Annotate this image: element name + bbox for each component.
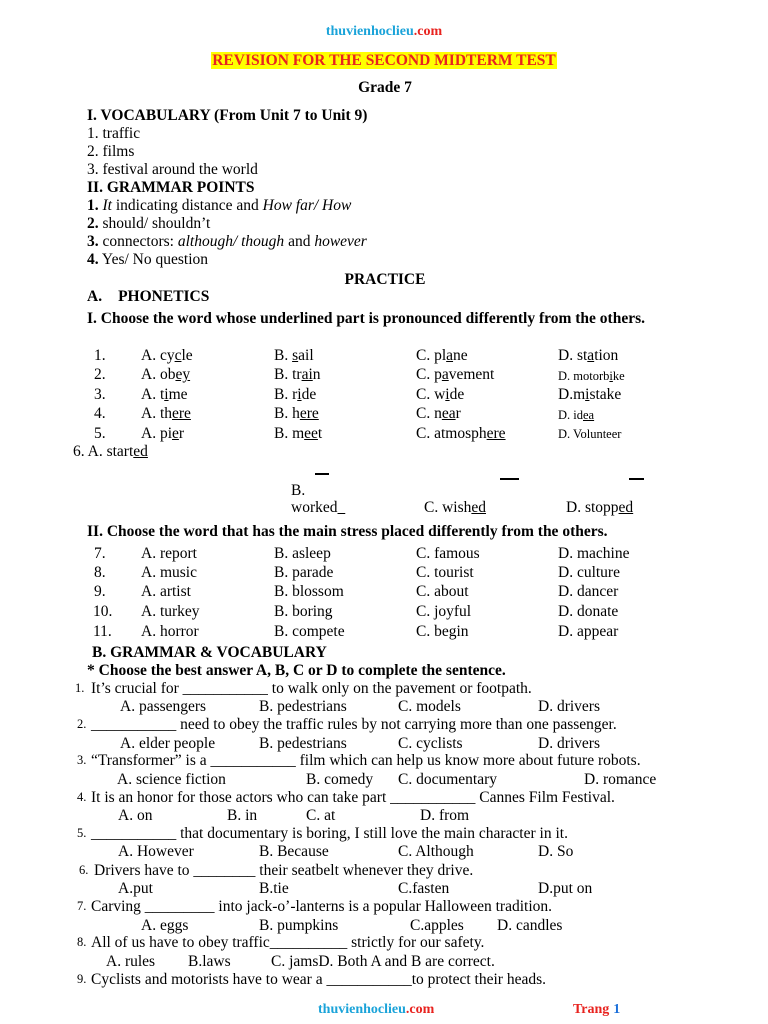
answer-option: B. boring [274,603,333,620]
phonetics-row-6-b [291,499,345,517]
site-domain: .com [405,1002,435,1017]
option-underlined: ere [299,405,319,422]
option-text: t [317,425,323,442]
answer-option [274,386,316,404]
page-num: 1 [613,1002,621,1017]
option-text: B. r [274,386,298,403]
phonetics-heading [87,288,209,306]
option-underlined: ee [304,425,318,442]
question-number: 3. [94,386,106,403]
phonetics-question-heading: I. Choose the word whose underlined part is pronounced differently from the others. [87,310,646,327]
answer-option [141,366,190,384]
option-text: le [181,347,193,364]
answer-option: B. pedestrians [259,735,347,752]
answer-option: C. at [306,807,336,824]
point-emphasis: although/ though [177,233,285,250]
option-underlined: ea [583,408,595,422]
question-number: 10. [93,603,113,620]
option-underlined: e [172,425,179,442]
answer-option: B. in [227,807,258,824]
answer-option: A. eggs [141,917,189,934]
option-text: D. stopp [566,499,619,516]
practice-heading: PRACTICE [344,271,426,288]
site-name: thuvienhoclieu [318,1002,406,1017]
option-underlined: ey [175,366,191,383]
answer-option: D. appear [558,623,619,640]
option-text: de [301,386,317,403]
answer-option: A. turkey [141,603,200,620]
option-text: C. w [416,386,446,403]
answer-option [416,425,506,443]
point-emphasis: How far/ How [262,197,352,214]
question-number: 8. [77,935,87,949]
stress-question-heading: II. Choose the word that has the main stress placed differently from the others. [87,523,608,540]
answer-option: A. passengers [120,698,207,715]
question-number: 9. [77,972,87,986]
option-text: stake [589,386,622,403]
option-text: B. m [274,425,305,442]
option-text: D. Volunteer [558,427,622,441]
answer-option: B. parade [274,564,334,581]
option-text: C. n [416,405,442,422]
point-number: 3. [87,233,99,250]
answer-option: A. science fiction [117,771,226,788]
question-text: Drivers have to ________ their seatbelt whenever they drive. [94,862,474,879]
answer-option: D. drivers [538,735,600,752]
question-number: 7. [77,899,87,913]
option-underlined: i [297,386,302,403]
answer-option: B. Because [259,843,329,860]
answer-option [141,405,191,423]
question-number: 11. [93,623,112,640]
answer-option: B.laws [188,953,231,970]
answer-option [558,427,621,442]
option-underlined: ed [618,499,634,516]
option-underlined: ere [172,405,191,422]
option-underlined: i [164,386,169,403]
point-text: Yes/ No question [98,251,209,268]
answer-option [141,386,188,404]
question-text: Carving _________ into jack-o’-lanterns is a popular Halloween tradition. [91,898,553,915]
option-text: C. wish [424,499,472,516]
answer-option [141,347,193,365]
answer-option: C. documentary [398,771,498,788]
answer-option: A. horror [141,623,199,640]
option-text: A. cy [141,347,175,364]
answer-option: D. So [538,843,574,860]
grade-label: Grade 7 [358,79,412,96]
answer-option: B. compete [274,623,345,640]
answer-option: D. donate [558,603,619,620]
answer-option: B. pedestrians [259,698,347,715]
point-number: 1. [87,197,99,214]
answer-option: A. music [141,564,197,581]
point-text: indicating distance and [111,197,263,214]
option-text: D.m [558,386,586,403]
question-text: “Transformer” is a ___________ film which can help us know more about future robots. [91,752,641,769]
underline-mark [500,478,519,480]
answer-option: A. elder people [120,735,216,752]
answer-option: C. tourist [416,564,474,581]
option-text: ke [612,369,625,383]
answer-option [416,347,468,365]
answer-option: D. machine [558,545,630,562]
doc-title: REVISION FOR THE SECOND MIDTERM TEST [212,52,556,69]
point-text: should/ shouldn’t [98,215,211,232]
answer-option: D. from [420,807,470,824]
option-text: A. th [141,405,172,422]
answer-option [558,347,618,365]
vocab-item: 1. traffic [87,125,141,142]
option-text: me [168,386,188,403]
option-text: C. pl [416,347,447,364]
option-text: ail [298,347,314,364]
site-name: thuvienhoclieu [325,24,414,39]
answer-option [274,347,314,365]
option-underlined: a [441,366,449,383]
option-text: de [449,386,465,403]
point-text: connectors: [98,233,178,250]
question-number: 1. [94,347,106,364]
option-text: worked [291,499,338,516]
phonetics-row-6-a [73,443,148,461]
option-text: D. st [558,347,588,364]
option-text: A. t [141,386,165,403]
question-number: 2. [94,366,106,383]
question-number: 4. [77,790,87,804]
section-label: PHONETICS [118,288,210,305]
phonetics-row-6-b-label: B. [291,482,306,499]
vocab-item: 2. films [87,143,135,160]
option-text: D. id [558,408,583,422]
question-number: 9. [94,583,106,600]
vocab-item: 3. festival around the world [87,161,258,178]
point-emphasis: It [102,197,112,214]
question-text: ___________ need to obey the traffic rules by not carrying more than one passenger. [91,716,617,733]
option-text: D. motorb [558,369,610,383]
answer-option: A. artist [141,583,191,600]
option-underlined: ai [301,366,313,383]
question-number: 8. [94,564,106,581]
option-underlined: i [609,369,613,383]
question-number: 5. [77,826,87,840]
option-text: B. [274,347,293,364]
option-underlined: ere [486,425,506,442]
option-text: vement [448,366,495,383]
answer-option [558,408,594,423]
question-text: It is an honor for those actors who can take part ___________ Cannes Film Festival. [91,789,615,806]
point-text: and [284,233,315,250]
option-text: r [455,405,461,422]
answer-option: A. However [118,843,194,860]
answer-option: C. cyclists [398,735,463,752]
option-underlined: a [446,347,454,364]
answer-option: D. candles [497,917,563,934]
option-text: C. atmosph [416,425,487,442]
option-text: 6. A. start [73,443,134,460]
answer-option: C. joyful [416,603,472,620]
doc-title-wrap [0,52,768,70]
grammar-heading: II. GRAMMAR POINTS [87,179,255,196]
answer-option [416,366,494,384]
option-text: r [178,425,185,442]
option-underlined [338,499,346,516]
grammar-point-2 [87,215,210,233]
option-underlined: ea [441,405,456,422]
answer-option: B. pumpkins [259,917,339,934]
phonetics-row-6-c [424,499,486,517]
grammar-point-3 [87,233,367,251]
question-text: ___________ that documentary is boring, I still love the main character in it. [91,825,568,842]
site-header [0,22,768,40]
choose-heading: * Choose the best answer A, B, C or D to complete the sentence. [87,662,506,679]
option-text: B. h [274,405,300,422]
section-b-heading: B. GRAMMAR & VOCABULARY [92,644,327,661]
option-text: ne [453,347,468,364]
answer-option: D. drivers [538,698,600,715]
question-number: 6. [79,863,89,877]
grammar-point-1 [87,197,351,215]
answer-option: C.apples [410,917,464,934]
answer-option [274,405,319,423]
answer-option: A.put [118,880,153,897]
answer-option [558,369,625,384]
phonetics-row-6-d [566,499,633,517]
question-number: 7. [94,545,106,562]
answer-option: B.tie [259,880,289,897]
page-number [573,1000,620,1018]
option-text: A. ob [141,366,176,383]
option-text: B. tr [274,366,302,383]
question-text: All of us have to obey traffic__________ strictly for our safety. [91,934,485,951]
page-label: Trang [573,1002,610,1017]
site-footer [318,1000,434,1018]
underline-mark [315,473,329,475]
answer-option: B. blossom [274,583,344,600]
option-text: A. pi [141,425,172,442]
option-underlined: ed [471,499,487,516]
answer-option: C. jamsD. Both A and B are correct. [271,953,495,970]
option-underlined: i [585,386,590,403]
answer-option: C. about [416,583,469,600]
answer-option: C. models [398,698,461,715]
answer-option: A. report [141,545,197,562]
answer-option: D.put on [538,880,593,897]
option-text: tion [594,347,619,364]
underline-mark [629,478,644,480]
answer-option: D. culture [558,564,620,581]
answer-option: C. Although [398,843,474,860]
answer-option: D. dancer [558,583,619,600]
site-domain: .com [413,24,443,39]
option-underlined: i [445,386,450,403]
option-underlined: a [587,347,595,364]
answer-option: A. rules [106,953,156,970]
answer-option [274,366,321,384]
point-number: 2. [87,215,99,232]
question-number: 3. [77,753,87,767]
option-underlined: c [174,347,182,364]
section-letter: A. [87,288,103,305]
option-underlined: ed [133,443,148,460]
answer-option [558,386,621,404]
answer-option [141,425,184,443]
answer-option: B. asleep [274,545,331,562]
question-number: 4. [94,405,106,422]
question-number: 2. [77,717,87,731]
answer-option: C.fasten [398,880,450,897]
question-number: 1. [75,681,85,695]
grammar-point-4 [87,251,208,269]
point-emphasis: however [314,233,367,250]
answer-option [274,425,322,443]
option-text: C. p [416,366,442,383]
answer-option: A. on [118,807,153,824]
option-underlined: s [292,347,299,364]
point-number: 4. [87,251,99,268]
question-text: Cyclists and motorists have to wear a ___________to protect their heads. [91,971,547,988]
option-text: n [312,366,321,383]
answer-option: C. begin [416,623,469,640]
vocab-heading: I. VOCABULARY (From Unit 7 to Unit 9) [87,107,368,124]
answer-option: C. famous [416,545,480,562]
answer-option: B. comedy [306,771,374,788]
question-number: 5. [94,425,106,442]
answer-option: D. romance [584,771,657,788]
question-text: It’s crucial for ___________ to walk only on the pavement or footpath. [91,680,532,697]
answer-option [416,386,464,404]
answer-option [416,405,461,423]
